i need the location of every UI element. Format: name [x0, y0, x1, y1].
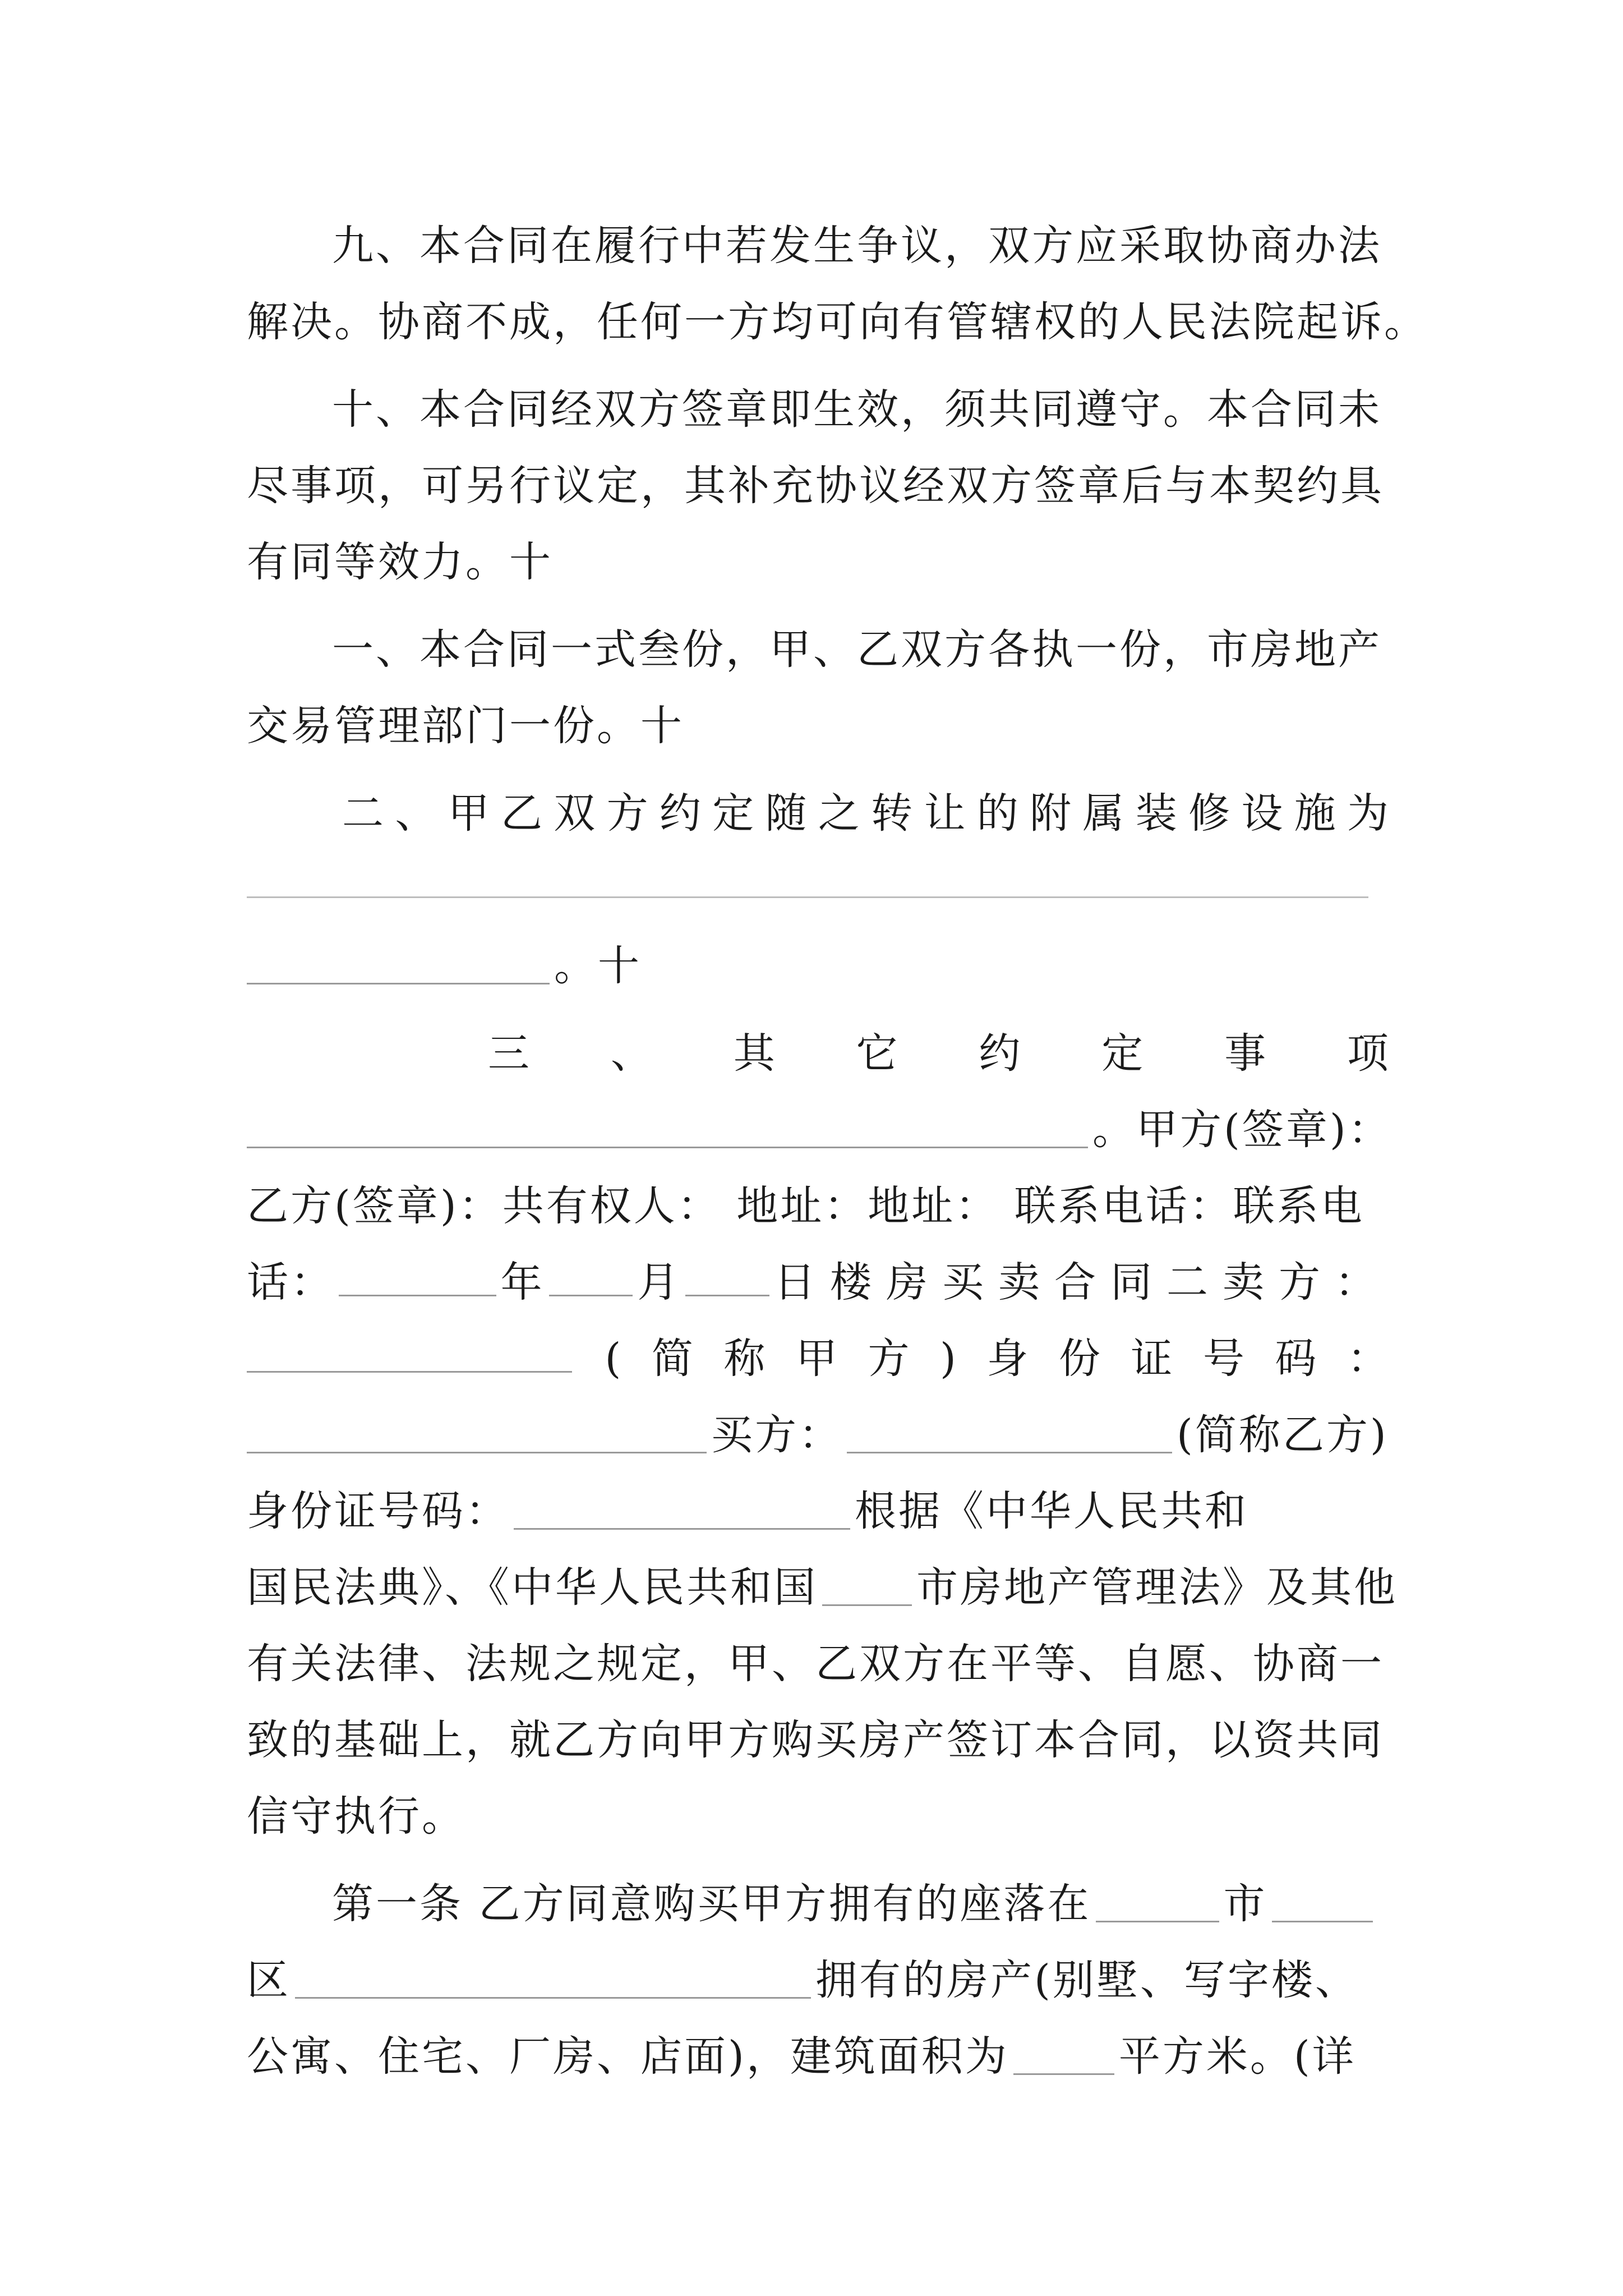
buyer-blank — [847, 1415, 1172, 1453]
year-blank — [339, 1258, 496, 1296]
day-blank — [685, 1258, 769, 1296]
clause-13-line-2: 。甲方(签章)： — [247, 1092, 1391, 1168]
clause-10-line-3: 有同等效力。十 — [247, 538, 553, 586]
contract-page — [247, 208, 1428, 2095]
preamble-line-3: 有关法律、法规之规定，甲、乙双方在平等、自愿、协商一 — [247, 1640, 1384, 1688]
buyer-id-blank — [514, 1491, 850, 1530]
seller-blank — [247, 1334, 572, 1373]
clause-11-line-1: 一、本合同一式叁份，甲、乙双方各执一份，市房地产 — [332, 625, 1382, 674]
preamble-line-5: 信守执行。 — [247, 1792, 465, 1841]
preamble-line-4: 致的基础上，就乙方向甲方购买房产签订本合同，以资共同 — [247, 1716, 1384, 1764]
clause-9-line-2: 解决。协商不成，任何一方均可向有管辖权的人民法院起诉。 — [247, 298, 1428, 346]
clause-13-line-1: 三 、 其 它 约 定 事 项 — [488, 1029, 1391, 1078]
fill-in-rule — [247, 896, 1368, 898]
clause-12-blank-line — [247, 852, 1391, 928]
article-1-line-2: 区 拥有的房产(别墅、写字楼、 — [247, 1956, 1359, 2004]
preamble-line-2: 国民法典》、《中华人民共和国 市房地产管理法》及其他 — [247, 1563, 1398, 1612]
clause-12-line-3: 。十 — [247, 928, 1391, 1004]
article-1-line-3: 公寓、住宅、厂房、店面)，建筑面积为 平方米。(详 — [247, 2032, 1356, 2081]
fill-in-blank — [247, 1110, 1088, 1148]
clause-10-line-1: 十、本合同经双方签章即生效，须共同遵守。本合同未 — [332, 385, 1382, 434]
signature-line-3: ( 简 称 甲 方 ) 身 份 证 号 码 ： — [247, 1320, 1391, 1397]
area-blank — [1013, 2036, 1114, 2075]
seller-id-blank — [247, 1415, 707, 1453]
address-blank — [295, 1960, 811, 1999]
article-1-line-1: 第一条 乙方同意购买甲方拥有的座落在 市 — [247, 1866, 1391, 1942]
signature-line-1: 乙方(签章)：共有权人： 地址：地址： 联系电话：联系电 — [247, 1182, 1364, 1230]
signature-line-2: 话： 年 月 日楼房买卖合同二卖方： — [247, 1258, 1391, 1306]
clause-10-line-2: 尽事项，可另行议定，其补充协议经双方签章后与本契约具 — [247, 462, 1384, 510]
month-blank — [549, 1258, 633, 1296]
clause-12-line-1: 二 、 甲 乙 双 方 约 定 随 之 转 让 的 附 属 装 修 设 施 为 — [342, 789, 1391, 838]
clause-11-line-2: 交易管理部门一份。十 — [247, 702, 684, 750]
signature-line-4: 买方： (简称乙方) — [247, 1397, 1391, 1473]
city-blank — [822, 1567, 912, 1606]
fill-in-blank — [247, 946, 550, 984]
city-blank — [1096, 1884, 1219, 1922]
district-blank — [1272, 1884, 1373, 1922]
preamble-line-1: 身份证号码： 根据《中华人民共和 — [247, 1487, 1248, 1535]
clause-9-line-1: 九、本合同在履行中若发生争议，双方应采取协商办法 — [332, 222, 1382, 270]
